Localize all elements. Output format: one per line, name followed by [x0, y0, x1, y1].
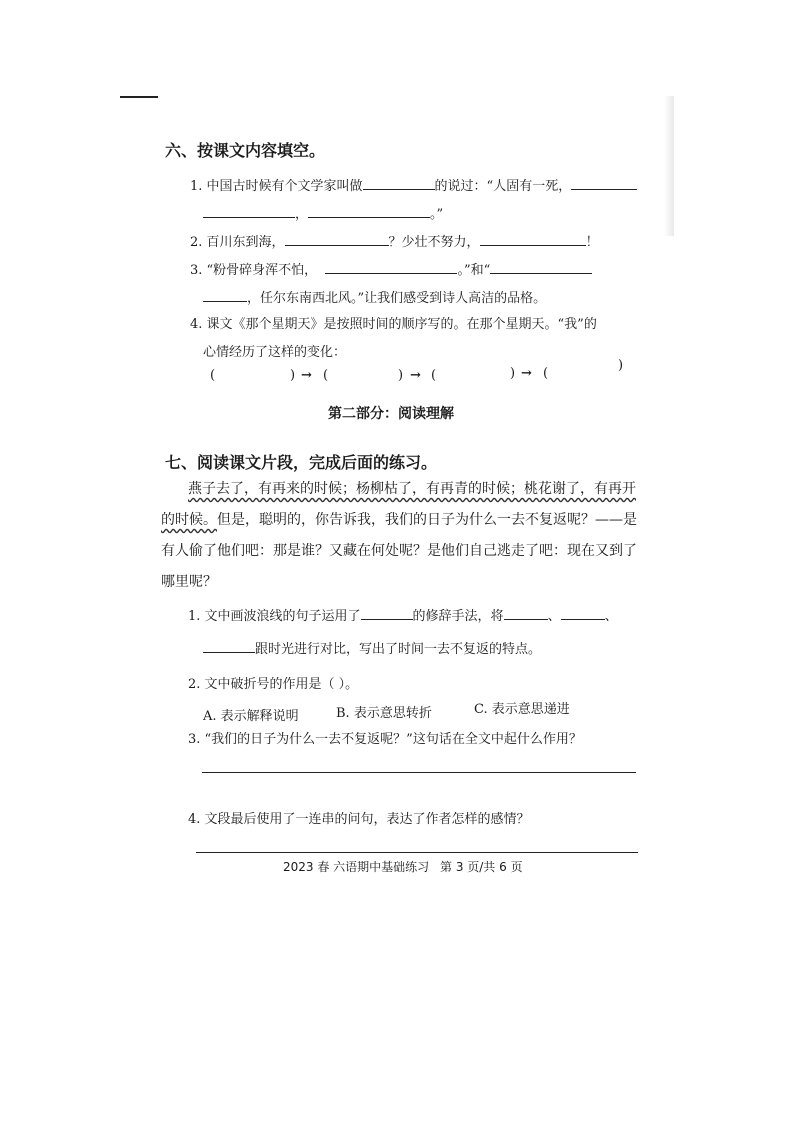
- q7-1-text-b: 的修辞手法，将: [412, 609, 504, 624]
- q6-2-text-c: ！: [585, 235, 599, 250]
- q6-2-blank-2[interactable]: [480, 231, 586, 246]
- q6-3-blank-1[interactable]: [325, 259, 457, 274]
- q6-3-line1: [190, 259, 592, 278]
- q6-2-blank-1[interactable]: [285, 231, 389, 246]
- mood-paren-close-4: ): [618, 358, 624, 373]
- q6-3-text-b: 。”和“: [457, 263, 491, 278]
- q6-1-line1: [190, 175, 637, 194]
- footer-title: 2023 春 六语期中基础练习: [283, 860, 430, 874]
- q6-2-line: [190, 231, 599, 250]
- mood-paren-open-2: (: [323, 368, 329, 383]
- footer-page-number: 第 3 页/共 6 页: [440, 860, 523, 874]
- q6-4-line2: 心情经历了这样的变化：: [203, 345, 347, 360]
- scan-shadow: [664, 96, 674, 236]
- q6-3-blank-3[interactable]: [203, 287, 247, 302]
- section-7-title: 七、阅读课文片段，完成后面的练习。: [165, 453, 438, 472]
- q6-4-line1: 4. 课文《那个星期天》是按照时间的顺序写的。在那个星期天。“我”的: [190, 317, 597, 332]
- passage-line4: 哪里呢？: [161, 574, 217, 590]
- q6-1-blank-2[interactable]: [571, 175, 637, 190]
- q6-1-line2: [203, 203, 443, 222]
- passage-text-2: 但是，聪明的，你告诉我，我们的日子为什么一去不复返呢？——是: [217, 512, 637, 528]
- q7-4-stem: 4. 文段最后使用了一连串的问句，表达了作者怎样的感情？: [188, 812, 530, 827]
- q6-3-blank-2[interactable]: [490, 259, 592, 274]
- passage-line2: [161, 505, 637, 536]
- q7-3-stem: 3. “我们的日子为什么一去不复返呢？”这句话在全文中起什么作用？: [188, 732, 582, 747]
- section-6-title: 六、按课文内容填空。: [165, 141, 326, 160]
- q6-1-text-d: 。”: [430, 207, 444, 222]
- q7-1-line2: [203, 638, 541, 657]
- q6-1-text-b: 的说过：“人固有一死，: [434, 179, 572, 194]
- arrow-icon: →: [301, 368, 312, 383]
- q7-2-option-a[interactable]: A. 表示解释说明: [203, 709, 299, 724]
- q6-1-blank-3[interactable]: [203, 203, 295, 218]
- arrow-icon: →: [521, 366, 532, 381]
- q7-2-option-c[interactable]: C. 表示意思递进: [474, 702, 570, 717]
- q6-3-line2: [203, 287, 546, 306]
- arrow-icon: →: [410, 368, 421, 383]
- q7-2-option-b[interactable]: B. 表示意思转折: [336, 706, 432, 721]
- q7-3-answer-line[interactable]: [202, 772, 636, 773]
- q6-1-text-c: ，: [295, 207, 309, 222]
- q6-1-text-a: 1. 中国古时候有个文学家叫做: [190, 179, 363, 194]
- q7-1-text-c: 、: [547, 609, 561, 624]
- q7-1-blank-1[interactable]: [361, 605, 413, 620]
- mood-paren-close-3: ): [510, 366, 516, 381]
- passage-wavy-1: 燕子去了，有再来的时候；杨柳枯了，有再青的时候；桃花谢了，有再开: [188, 481, 636, 497]
- q6-2-text-b: ？少壮不努力，: [388, 235, 480, 250]
- mood-paren-close-1: ): [290, 368, 296, 383]
- q7-2-stem: 2. 文中破折号的作用是（ ）。: [188, 677, 359, 692]
- q6-2-text-a: 2. 百川东到海，: [190, 235, 285, 250]
- q7-1-blank-3[interactable]: [561, 605, 605, 620]
- q7-1-blank-4[interactable]: [203, 638, 255, 653]
- mood-paren-close-2: ): [398, 368, 404, 383]
- part-2-title: 第二部分：阅读理解: [328, 406, 454, 422]
- q6-1-blank-4[interactable]: [308, 203, 430, 218]
- q7-1-text-e: 跟时光进行对比，写出了时间一去不复返的特点。: [255, 642, 542, 657]
- q7-1-text-d: 、: [604, 609, 618, 624]
- q7-4-answer-line[interactable]: [196, 852, 638, 853]
- q7-1-text-a: 1. 文中画波浪线的句子运用了: [188, 609, 361, 624]
- q6-3-text-a: 3. “粉骨碎身浑不怕，: [190, 263, 318, 278]
- mood-paren-open-4: (: [543, 366, 549, 381]
- passage-wavy-2: 的时候。: [161, 512, 217, 528]
- scan-edge-mark: [120, 96, 158, 98]
- passage-line1: [188, 474, 636, 505]
- q6-1-blank-1[interactable]: [363, 175, 435, 190]
- q7-1-line1: [188, 605, 618, 624]
- q6-3-text-c: ，任尔东南西北风。”让我们感受到诗人高洁的品格。: [247, 291, 547, 306]
- q7-1-blank-2[interactable]: [504, 605, 548, 620]
- passage-line3: 有人偷了他们吧：那是谁？又藏在何处呢？是他们自己逃走了吧：现在又到了: [161, 543, 637, 559]
- mood-paren-open-1: (: [210, 368, 216, 383]
- mood-paren-open-3: (: [431, 368, 437, 383]
